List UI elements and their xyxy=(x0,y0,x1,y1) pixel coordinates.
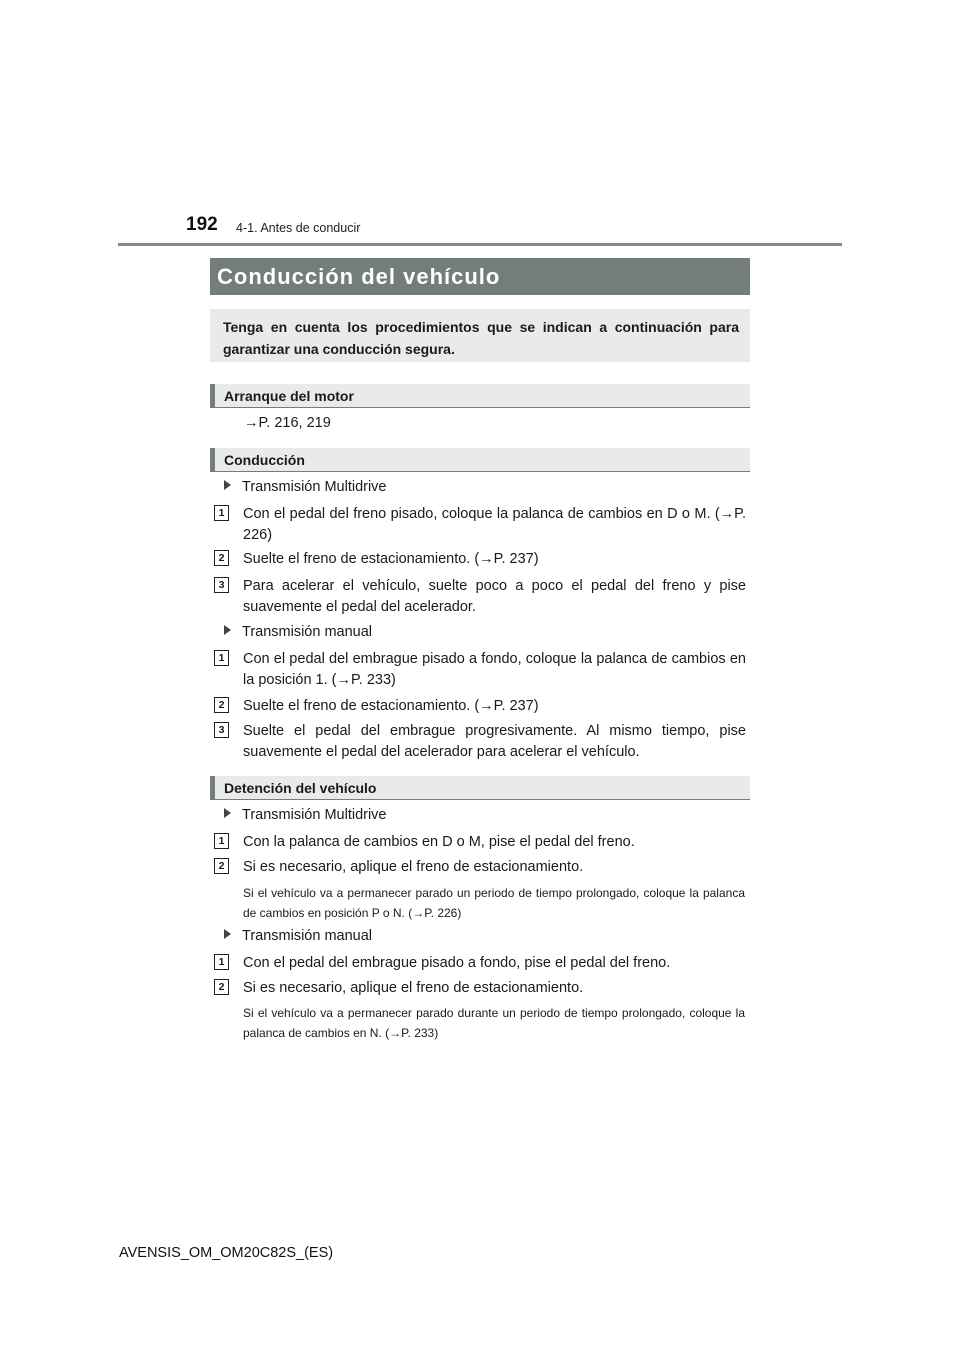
note-text: Si el vehículo va a permanecer parado durante un periodo de tiempo prolongado, coloque la palanca de cambios en N. (→P. 233) xyxy=(243,1006,745,1040)
step-item xyxy=(214,978,746,999)
section-heading-arranque: Arranque del motor xyxy=(210,384,750,408)
step-text: Si es necesario, aplique el freno de estacionamiento. xyxy=(243,980,584,996)
step-item xyxy=(214,857,746,878)
document-code-footer: AVENSIS_OM_OM20C82S_(ES) xyxy=(119,1245,334,1261)
step-number-badge: 2 xyxy=(214,979,229,995)
subheading-manual xyxy=(224,624,372,640)
step-number-badge: 1 xyxy=(214,954,229,970)
step-item xyxy=(214,953,746,974)
step-text: Con el pedal del embrague pisado a fondo, coloque la palanca de cambios en la posición 1. (→P. 233) xyxy=(243,651,746,688)
step-item xyxy=(214,696,746,717)
intro-box: Tenga en cuenta los procedimientos que se indican a continuación para garantizar una conducción segura. xyxy=(210,309,750,362)
step-number-badge: 1 xyxy=(214,650,229,666)
page-title: Conducción del vehículo xyxy=(210,258,750,295)
step-text: Con la palanca de cambios en D o M, pise el pedal del freno. xyxy=(243,834,635,850)
step-number-badge: 2 xyxy=(214,697,229,713)
triangle-bullet-icon xyxy=(224,625,231,635)
step-number-badge: 2 xyxy=(214,858,229,874)
step-item xyxy=(214,504,746,545)
subheading-label: Transmisión manual xyxy=(242,928,373,944)
page-number: 192 xyxy=(186,214,218,235)
step-text: Suelte el freno de estacionamiento. (→P. 237) xyxy=(243,698,539,714)
step-number-badge: 2 xyxy=(214,550,229,566)
step-item xyxy=(214,576,746,617)
step-text: Para acelerar el vehículo, suelte poco a poco el pedal del freno y pise suavemente el pedal del acelerador. xyxy=(243,578,746,615)
step-text: Con el pedal del freno pisado, coloque la palanca de cambios en D o M. (→P. 226) xyxy=(243,506,746,543)
subheading-manual xyxy=(224,928,372,944)
section-heading-detencion: Detención del vehículo xyxy=(210,776,750,800)
step-item xyxy=(214,721,746,762)
step-text: Si es necesario, aplique el freno de estacionamiento. xyxy=(243,859,584,875)
step-text: Suelte el freno de estacionamiento. (→P. 237) xyxy=(243,551,539,567)
step-number-badge: 3 xyxy=(214,577,229,593)
triangle-bullet-icon xyxy=(224,480,231,490)
section-heading-conduccion: Conducción xyxy=(210,448,750,472)
step-text: Con el pedal del embrague pisado a fondo, pise el pedal del freno. xyxy=(243,955,671,971)
header-rule xyxy=(118,243,842,246)
triangle-bullet-icon xyxy=(224,808,231,818)
step-text: Suelte el pedal del embrague progresivamente. Al mismo tiempo, pise suavemente el pedal del acelerador para acelerar el vehículo. xyxy=(243,723,746,760)
step-number-badge: 1 xyxy=(214,833,229,849)
subheading-label: Transmisión manual xyxy=(242,624,373,640)
step-item xyxy=(214,549,746,570)
page-reference: →P. 216, 219 xyxy=(244,415,331,431)
step-number-badge: 3 xyxy=(214,722,229,738)
subheading-multidrive xyxy=(224,807,387,823)
note-text: Si el vehículo va a permanecer parado un periodo de tiempo prolongado, coloque la palanca de cambios en posición P o N. (→P. 226) xyxy=(243,886,745,920)
subheading-label: Transmisión Multidrive xyxy=(242,807,387,823)
step-item xyxy=(214,832,746,853)
triangle-bullet-icon xyxy=(224,929,231,939)
section-path: 4-1. Antes de conducir xyxy=(236,221,361,235)
step-number-badge: 1 xyxy=(214,505,229,521)
subheading-multidrive xyxy=(224,479,387,495)
subheading-label: Transmisión Multidrive xyxy=(242,479,387,495)
step-item xyxy=(214,649,746,690)
